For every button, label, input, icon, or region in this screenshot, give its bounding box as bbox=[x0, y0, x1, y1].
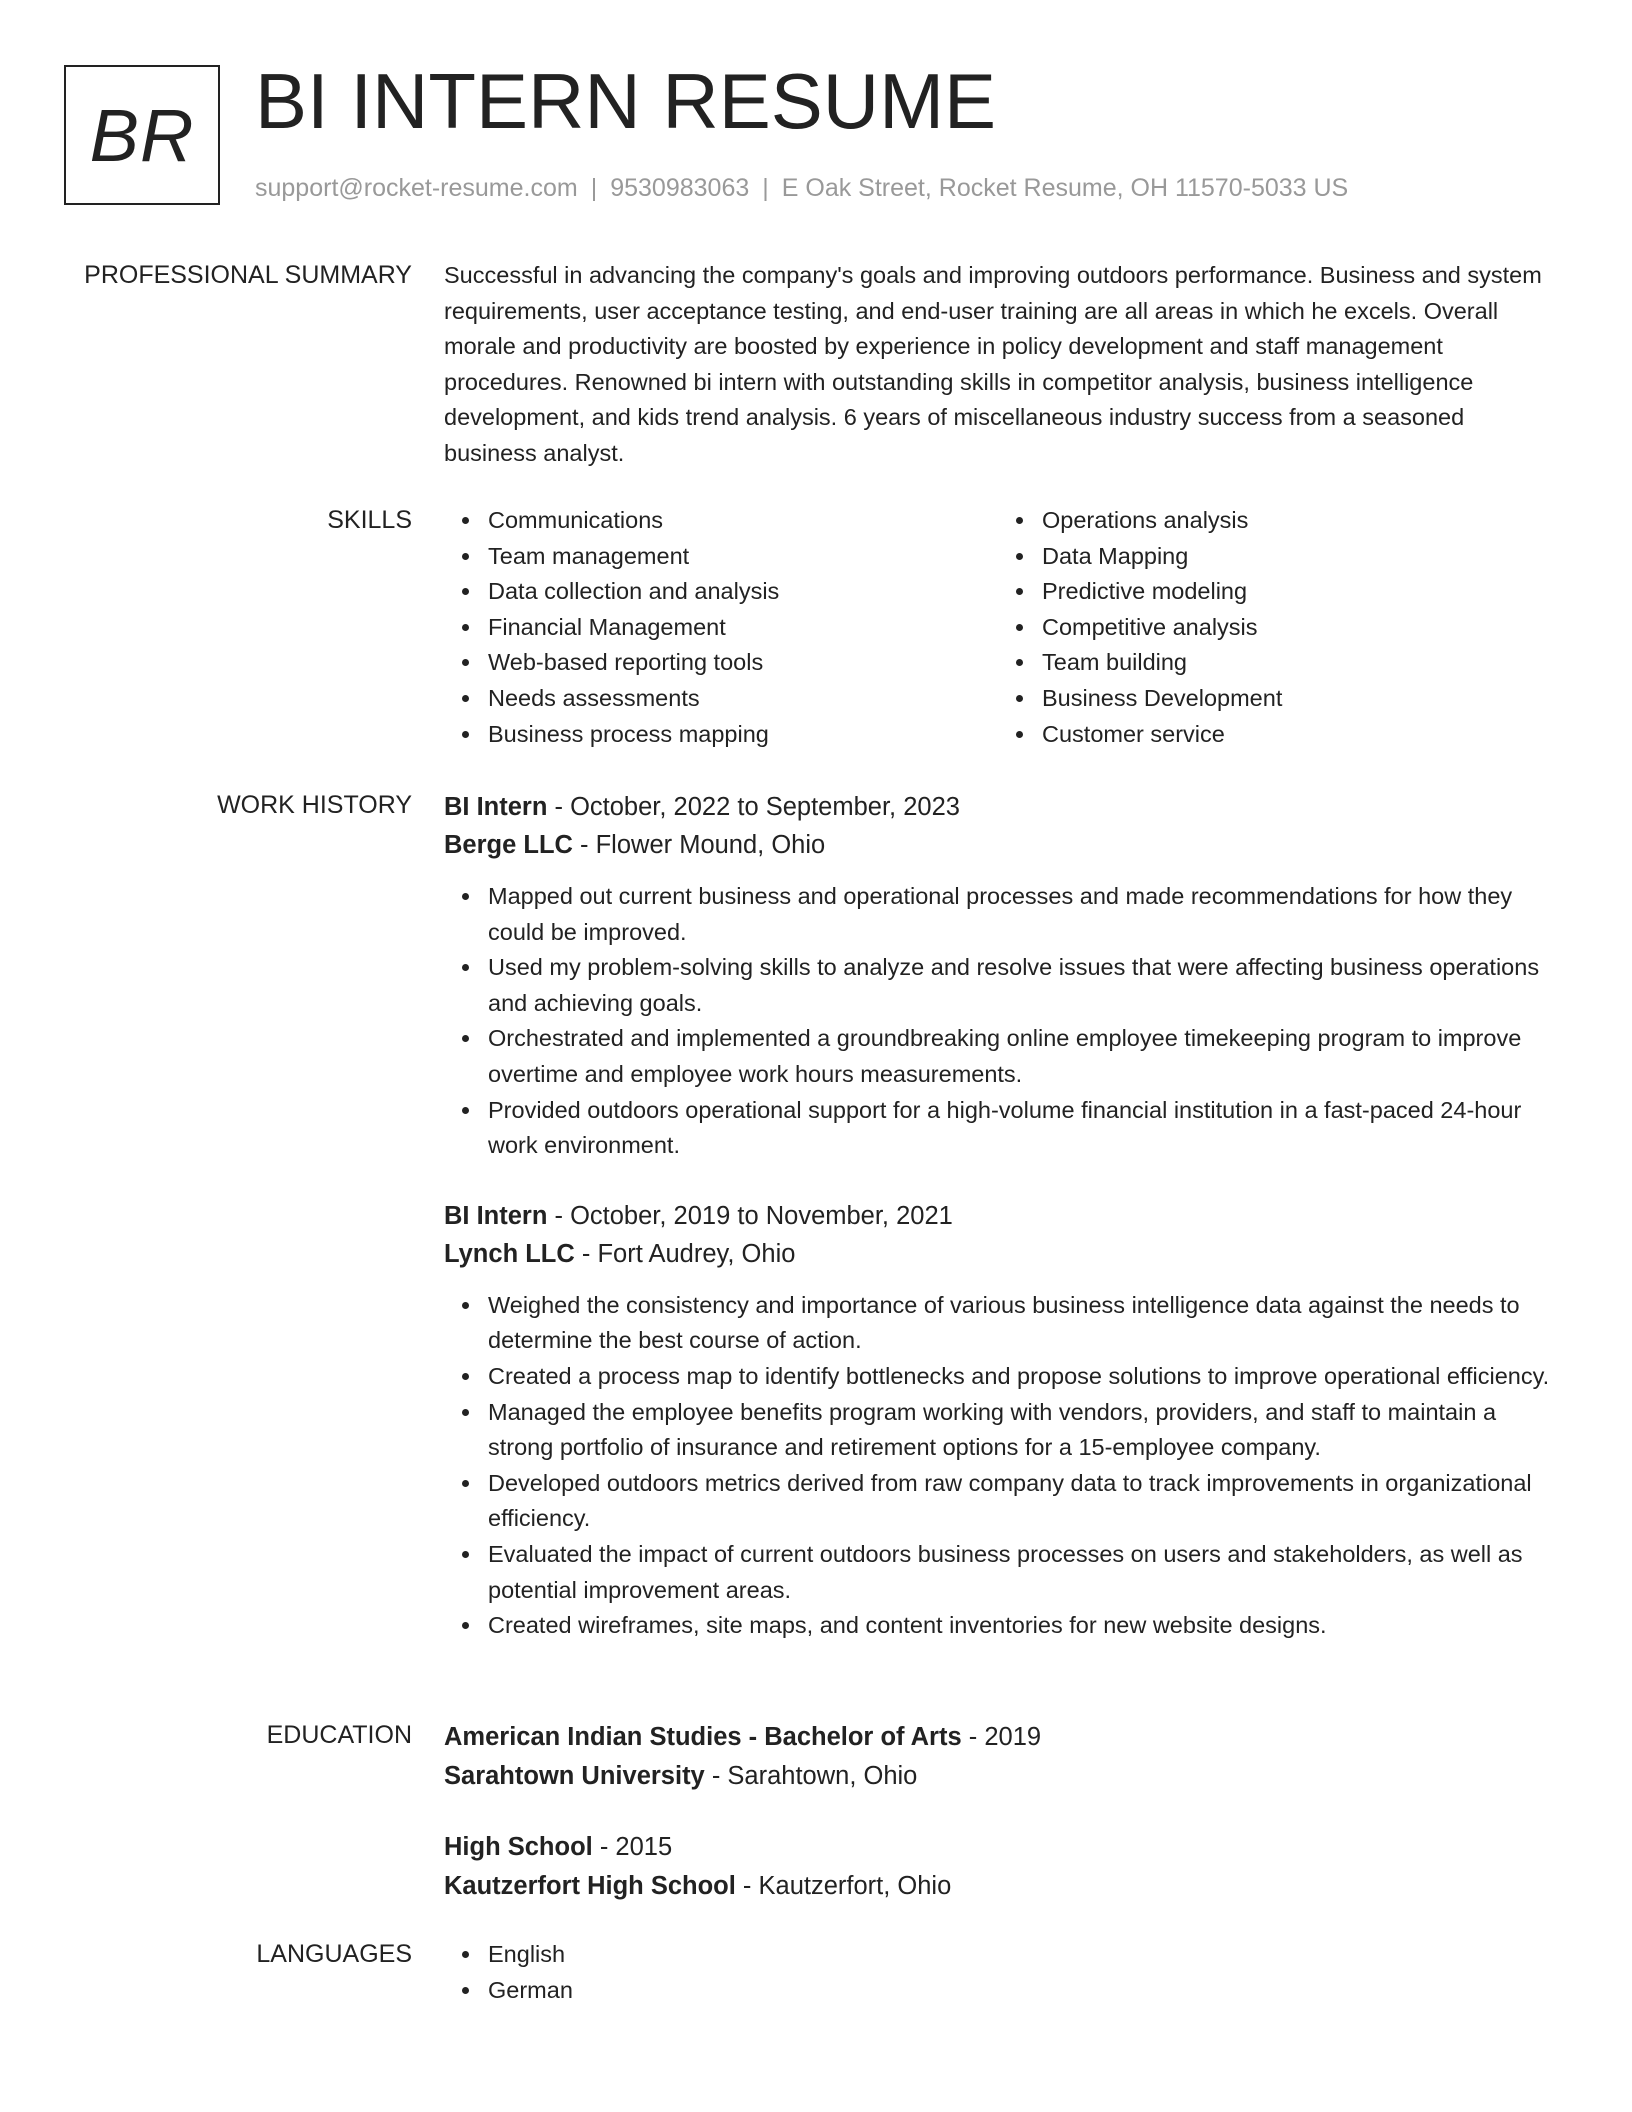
job-bullet: Developed outdoors metrics derived from raw company data to track improvements in organizational efficiency. bbox=[488, 1466, 1552, 1537]
section-label-education: EDUCATION bbox=[266, 1721, 412, 1749]
education-entry bbox=[444, 1718, 1552, 1796]
job-entry bbox=[444, 1197, 1552, 1644]
language-item: English bbox=[488, 1937, 1552, 1973]
skill-item: Operations analysis bbox=[1042, 503, 1552, 539]
contact-line bbox=[255, 172, 1348, 204]
job-bullet: Provided outdoors operational support for a high-volume financial institution in a fast-paced 24-hour work environment. bbox=[488, 1093, 1552, 1164]
contact-phone[interactable]: 9530983063 bbox=[610, 174, 750, 202]
job-company-line bbox=[444, 826, 1552, 864]
skill-item: Business Development bbox=[1042, 681, 1552, 717]
skill-item: Financial Management bbox=[488, 610, 998, 646]
skill-item: Predictive modeling bbox=[1042, 574, 1552, 610]
education-degree-line bbox=[444, 1718, 1552, 1757]
job-bullet: Managed the employee benefits program working with vendors, providers, and staff to maintain a strong portfolio of insurance and retirement options for a 15-employee company. bbox=[488, 1395, 1552, 1466]
job-dates: - October, 2019 to November, 2021 bbox=[547, 1201, 953, 1230]
education-school-line bbox=[444, 1757, 1552, 1796]
job-entry bbox=[444, 788, 1552, 1164]
job-bullet: Used my problem-solving skills to analyze and resolve issues that were affecting business operations and achieving goals. bbox=[488, 950, 1552, 1021]
education-body bbox=[444, 1718, 1552, 1906]
skill-item: Business process mapping bbox=[488, 717, 998, 753]
contact-separator: | bbox=[762, 174, 769, 202]
job-bullet: Created wireframes, site maps, and content inventories for new website designs. bbox=[488, 1608, 1552, 1644]
section-label-languages: LANGUAGES bbox=[256, 1940, 412, 1968]
job-bullet: Orchestrated and implemented a groundbreaking online employee timekeeping program to improve overtime and employee work hours measurements. bbox=[488, 1021, 1552, 1092]
job-location: - Flower Mound, Ohio bbox=[572, 831, 826, 859]
education-degree: American Indian Studies - Bachelor of Arts bbox=[444, 1723, 962, 1751]
resume-title: BI INTERN RESUME bbox=[255, 57, 997, 145]
skill-item: Competitive analysis bbox=[1042, 610, 1552, 646]
languages-body bbox=[444, 1937, 1552, 2008]
languages-list bbox=[444, 1937, 1552, 2008]
skill-item: Needs assessments bbox=[488, 681, 998, 717]
skill-item: Team building bbox=[1042, 645, 1552, 681]
job-dates: - October, 2022 to September, 2023 bbox=[547, 793, 960, 821]
education-degree-line bbox=[444, 1828, 1552, 1867]
job-bullet: Weighed the consistency and importance of various business intelligence data against the needs to determine the best course of action. bbox=[488, 1288, 1552, 1359]
contact-address: E Oak Street, Rocket Resume, OH 11570-5033 US bbox=[781, 174, 1349, 202]
monogram-logo: BR bbox=[64, 65, 220, 205]
education-year: - 2015 bbox=[592, 1833, 673, 1861]
job-bullets bbox=[444, 1288, 1552, 1644]
job-company: Lynch LLC bbox=[444, 1239, 575, 1268]
job-bullet: Mapped out current business and operational processes and made recommendations for how they could be improved. bbox=[488, 879, 1552, 950]
skill-item: Communications bbox=[488, 503, 998, 539]
job-title: BI Intern bbox=[444, 1201, 548, 1230]
section-label-work-history: WORK HISTORY bbox=[217, 791, 412, 819]
skill-item: Data collection and analysis bbox=[488, 574, 998, 610]
job-bullets bbox=[444, 879, 1552, 1164]
job-title-line bbox=[444, 788, 1552, 826]
skills-body bbox=[444, 503, 1552, 752]
job-bullet: Created a process map to identify bottlenecks and propose solutions to improve operational efficiency. bbox=[488, 1359, 1552, 1395]
job-company: Berge LLC bbox=[444, 831, 573, 859]
contact-separator: | bbox=[590, 174, 598, 202]
language-item: German bbox=[488, 1973, 1552, 2009]
education-school: Kautzerfort High School bbox=[444, 1872, 736, 1900]
job-bullet: Evaluated the impact of current outdoors business processes on users and stakeholders, as well as potential improvement areas. bbox=[488, 1537, 1552, 1608]
skills-list-right bbox=[998, 503, 1552, 752]
skill-item: Data Mapping bbox=[1042, 539, 1552, 575]
job-location: - Fort Audrey, Ohio bbox=[574, 1239, 796, 1268]
summary-text: Successful in advancing the company's goals and improving outdoors performance. Business and system requirements, user acceptance testing, and end-user training are all areas in which he excels. Overall morale and productivity are boosted by experience in policy development and staff management procedures. Renowned bi intern with outstanding skills in competitor analysis, business intelligence development, and kids trend analysis. 6 years of miscellaneous industry success from a seasoned business analyst. bbox=[444, 262, 1542, 466]
education-school: Sarahtown University bbox=[444, 1762, 705, 1790]
education-location: - Sarahtown, Ohio bbox=[704, 1762, 918, 1790]
education-school-line bbox=[444, 1867, 1552, 1906]
skill-item: Web-based reporting tools bbox=[488, 645, 998, 681]
section-label-skills: SKILLS bbox=[327, 506, 412, 534]
education-entry bbox=[444, 1828, 1552, 1906]
work-history-body bbox=[444, 788, 1552, 1644]
section-label-summary: PROFESSIONAL SUMMARY bbox=[84, 261, 412, 289]
summary-body bbox=[444, 258, 1552, 472]
contact-email[interactable]: support@rocket-resume.com bbox=[255, 174, 578, 202]
job-title: BI Intern bbox=[444, 793, 548, 821]
skills-list-left bbox=[444, 503, 998, 752]
education-location: - Kautzerfort, Ohio bbox=[735, 1872, 952, 1900]
skill-item: Team management bbox=[488, 539, 998, 575]
skill-item: Customer service bbox=[1042, 717, 1552, 753]
education-year: - 2019 bbox=[961, 1723, 1042, 1751]
job-company-line bbox=[444, 1235, 1552, 1273]
education-degree: High School bbox=[444, 1833, 593, 1861]
job-title-line bbox=[444, 1197, 1552, 1235]
